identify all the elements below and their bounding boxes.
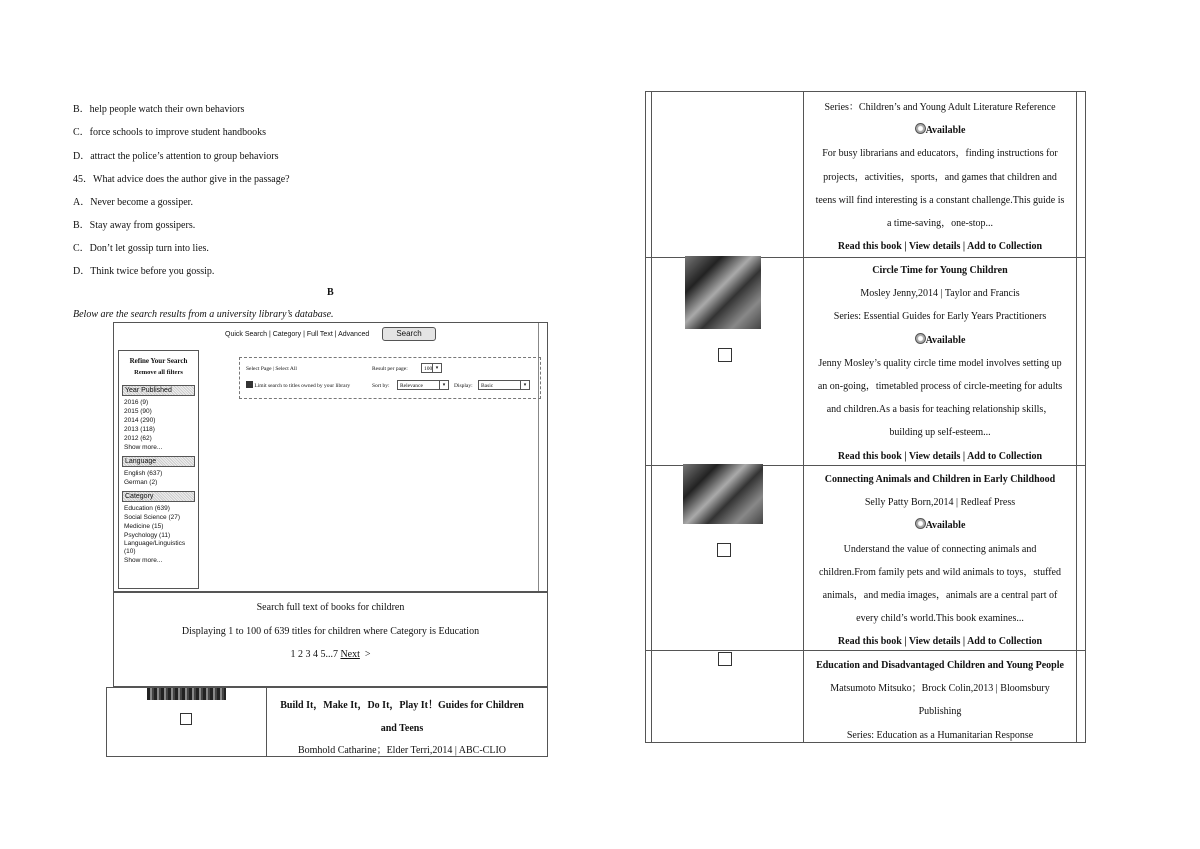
category-filter[interactable]: Psychology (11): [124, 532, 171, 539]
select-checkbox[interactable]: [180, 713, 192, 725]
book-author: Selly Patty Born,2014 | Redleaf Press: [864, 497, 1016, 509]
book-actions[interactable]: Read this book | View details | Add to Collection: [837, 636, 1043, 648]
book-description: animals，and media images，animals are a central part of: [822, 590, 1058, 602]
year-filter[interactable]: 2015 (90): [124, 408, 152, 415]
select-page-links[interactable]: Select Page | Select All: [246, 366, 297, 372]
book-author: Publishing: [918, 706, 962, 718]
book-cover: [147, 688, 226, 700]
refine-title: Refine Your Search: [129, 357, 188, 365]
results-summary: [113, 592, 548, 687]
availability: [804, 119, 1076, 142]
result-per-page-label: Result per page:: [372, 366, 408, 372]
option-b2: B．Stay away from gossipers.: [73, 220, 196, 231]
result-row: [106, 687, 548, 757]
book-series: Series：Children’s and Young Adult Literature Reference: [824, 102, 1056, 113]
book-author: Bomhold Catharine；Elder Terri,2014 | ABC-CLIO: [297, 745, 507, 756]
result-per-page-select[interactable]: [421, 363, 442, 373]
table-row: [804, 96, 1076, 258]
limit-search-option[interactable]: [246, 381, 350, 389]
passage-intro: Below are the search results from a university library’s database.: [73, 309, 334, 320]
book-title-line: and Teens: [380, 723, 424, 735]
language-header[interactable]: Language: [122, 456, 195, 467]
select-checkbox[interactable]: [718, 652, 732, 666]
search-mode-links[interactable]: Quick Search | Category | Full Text | Advanced: [225, 331, 370, 338]
option-d: D．attract the police’s attention to group behaviors: [73, 151, 279, 162]
chevron-down-icon: ▾: [439, 381, 448, 389]
book-description: projects，activities，sports，and games that children and: [823, 171, 1057, 183]
availability: [804, 329, 1076, 352]
option-a2: A．Never become a gossiper.: [73, 197, 193, 208]
year-filter[interactable]: 2012 (62): [124, 435, 152, 442]
category-filter[interactable]: Medicine (15): [124, 523, 164, 530]
book-description: Jenny Mosley’s quality circle time model involves setting up: [818, 357, 1062, 369]
availability-label: Available: [925, 520, 966, 532]
year-filter[interactable]: 2013 (118): [124, 426, 155, 433]
book-title-line: Build It，Make It，Do It，Play It！Guides for Children: [280, 700, 524, 711]
sort-select[interactable]: [397, 380, 449, 390]
category-filter[interactable]: Language/Linguistics (10): [124, 540, 186, 555]
next-arrow-icon[interactable]: >: [364, 649, 371, 660]
table-row: [804, 654, 1076, 747]
book-author: Mosley Jenny,2014 | Taylor and Francis: [860, 288, 1020, 300]
book-cover: [683, 464, 763, 524]
search-button[interactable]: Search: [382, 327, 436, 341]
display-value: Basic: [481, 383, 494, 389]
book-title: Circle Time for Young Children: [872, 265, 1008, 276]
refine-sidebar: [118, 350, 199, 589]
available-icon: [915, 518, 926, 529]
table-row: [804, 259, 1076, 468]
display-select[interactable]: [478, 380, 530, 390]
book-actions[interactable]: Read this book | View details | Add to Collection: [837, 241, 1043, 253]
book-description: Understand the value of connecting animals and: [843, 543, 1037, 555]
option-c: C．force schools to improve student handbooks: [73, 127, 267, 138]
question-45: 45．What advice does the author give in the passage?: [73, 174, 290, 185]
year-show-more[interactable]: Show more...: [124, 444, 163, 451]
book-description: children.From family pets and wild animals to toys，stuffed: [818, 566, 1061, 578]
category-show-more[interactable]: Show more...: [124, 557, 163, 564]
result-options: [239, 357, 541, 399]
language-filter[interactable]: English (637): [124, 470, 163, 477]
results-count: Displaying 1 to 100 of 639 titles for children where Category is Education: [181, 626, 480, 637]
available-icon: [915, 333, 926, 344]
section-heading: B: [327, 287, 334, 298]
book-description: teens will find interesting is a constant challenge.This guide is: [815, 194, 1065, 206]
book-description: a time-saving，one-stop...: [886, 218, 994, 230]
select-checkbox[interactable]: [717, 543, 731, 557]
limit-checkbox[interactable]: [246, 381, 253, 388]
availability: [804, 514, 1076, 537]
year-filter[interactable]: 2014 (290): [124, 417, 156, 424]
book-series: Series: Essential Guides for Early Years Practitioners: [833, 311, 1047, 323]
book-title: [266, 694, 538, 740]
sort-label: Sort by:: [372, 383, 390, 389]
book-description: building up self-esteem...: [889, 427, 991, 439]
book-description: an on-going，timetabled process of circle-meeting for adults: [817, 381, 1063, 393]
category-header[interactable]: Category: [122, 491, 195, 502]
search-panel: [113, 322, 548, 592]
language-filter[interactable]: German (2): [124, 479, 158, 486]
availability-label: Available: [925, 334, 966, 346]
year-published-header[interactable]: Year Published: [122, 385, 195, 396]
next-link[interactable]: Next: [340, 649, 360, 660]
pagination: [114, 649, 547, 660]
book-actions[interactable]: Read this book | View details | Add to Collection: [837, 450, 1043, 462]
book-description: every child’s world.This book examines...: [856, 613, 1024, 625]
table-border: [651, 92, 652, 742]
result-per-page-value: 100: [424, 366, 433, 372]
option-d2: D．Think twice before you gossip.: [73, 266, 215, 277]
page-links[interactable]: 1 2 3 4 5...7: [290, 649, 338, 660]
book-series: Series: Education as a Humanitarian Response: [846, 729, 1034, 741]
chevron-down-icon: ▾: [520, 381, 529, 389]
availability-label: Available: [925, 125, 966, 137]
results-table: [645, 91, 1086, 743]
book-cover: [685, 256, 761, 329]
available-icon: [915, 123, 926, 134]
select-checkbox[interactable]: [718, 348, 732, 362]
chevron-down-icon: ▾: [432, 364, 441, 372]
option-c2: C．Don’t let gossip turn into lies.: [73, 243, 209, 254]
category-filter[interactable]: Social Science (27): [124, 514, 180, 521]
table-row: [804, 468, 1076, 654]
table-border: [1076, 92, 1077, 742]
display-label: Display:: [454, 383, 473, 389]
sort-value: Relevance: [400, 383, 423, 389]
book-title: Connecting Animals and Children in Early Childhood: [824, 474, 1056, 485]
book-description: For busy librarians and educators，finding instructions for: [822, 148, 1058, 160]
results-heading: Search full text of books for children: [256, 602, 405, 613]
year-filter[interactable]: 2016 (9): [124, 399, 149, 406]
book-author: Matsumoto Mitsuko；Brock Colin,2013 | Bloomsbury: [830, 683, 1050, 695]
book-title: Education and Disadvantaged Children and Young People: [816, 660, 1064, 671]
option-b: B．help people watch their own behaviors: [73, 104, 245, 115]
book-description: and children.As a basis for teaching relationship skills，: [826, 404, 1054, 416]
remove-filters-link[interactable]: Remove all filters: [134, 369, 183, 376]
limit-label: Limit search to titles owned by your library: [254, 383, 351, 389]
category-filter[interactable]: Education (639): [124, 505, 170, 512]
